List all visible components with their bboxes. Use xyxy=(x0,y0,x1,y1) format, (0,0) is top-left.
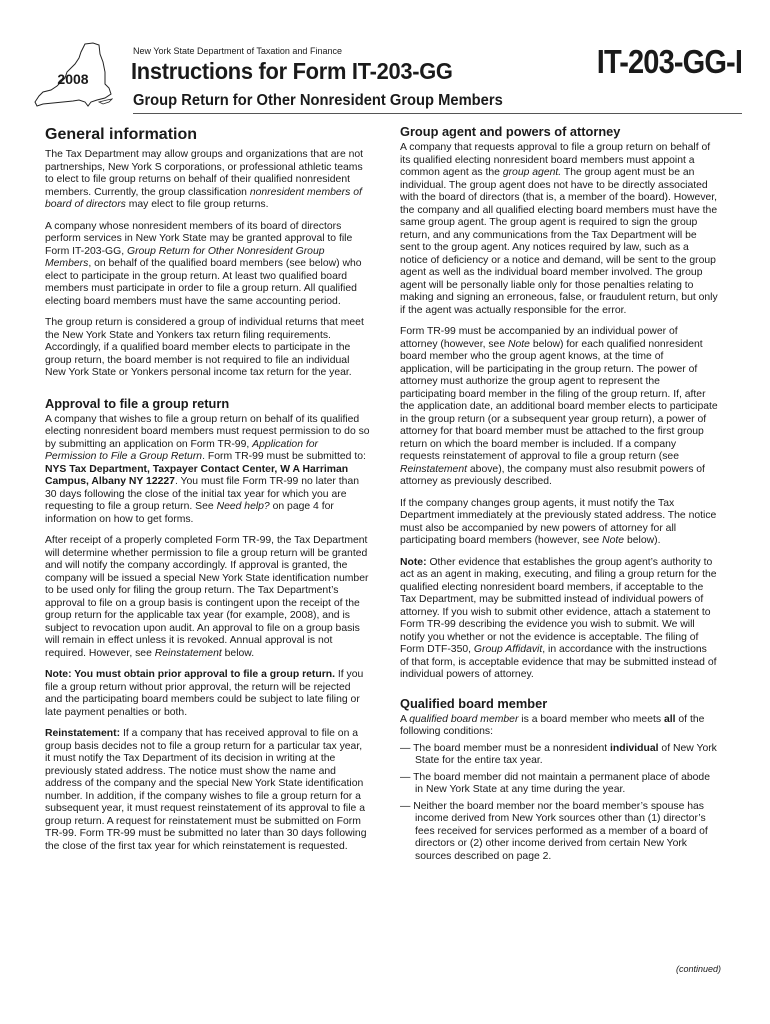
paragraph: A company that wishes to file a group return on behalf of its qualified electing nonresident board members must request permission to do so by submitting an application on Form TR-99, Application for Permission to File a Group Return. Form TR-99 must be submitted to: NYS Tax Department, Taxpayer Contact Center, W A Harriman Campus, Albany NY 12227. You must file Form TR-99 no later than 30 days following the close of the initial tax year for which you are requesting to file a group return. See Need help? on page 4 for information on how to get forms. xyxy=(45,413,370,525)
list-item: — The board member did not maintain a permanent place of abode in New York State at any time during the year. xyxy=(400,771,710,795)
list-item: — The board member must be a nonresident individual of New York State for the entire tax year. xyxy=(400,742,717,766)
approval-heading: Approval to file a group return xyxy=(45,395,230,411)
page-subtitle: Group Return for Other Nonresident Group Members xyxy=(133,92,503,109)
qualified-board-member-heading: Qualified board member xyxy=(400,695,548,711)
conditions-list xyxy=(400,743,718,864)
header-divider xyxy=(133,113,742,114)
continued-label: (continued) xyxy=(676,964,722,974)
form-id: IT-203-GG-I xyxy=(596,43,742,80)
paragraph: After receipt of a properly completed Form TR-99, the Tax Department will determine whether permission to file a group return will be granted and will notify the company accordingly. If approval is granted, the company will be issued a special New York State identification number to be used only for filing the group return. The Tax Department’s approval to file on a group basis is contingent upon the receipt of the group return for the applicable tax year (for example, 2008), and is subject to revocation upon audit. An approval to file on a group basis will remain in effect unless it is revoked. Annual approval is not required. However, see Reinstatement below. xyxy=(45,535,369,659)
paragraph: Form TR-99 must be accompanied by an individual power of attorney (however, see Note below) for each qualified nonresident board member who the group agent knows, at the time of application, will be participating in the group return. The power of attorney must authorize the group agent to represent the participating board member in the filing of the group return. If, after the application date, an additional board member elects to participate in the group return (or a subsequent year group return), a power of attorney for that board member must be attached to the first group return on which the board member is included. If a company requests reinstatement of approval to file a group return (see Reinstatement above), the company must also resubmit powers of attorney as previously described. xyxy=(400,326,718,487)
group-agent-heading: Group agent and powers of attorney xyxy=(400,124,621,139)
paragraph: A company that requests approval to file a group return on behalf of its qualified electing nonresident board members must appoint a common agent as the group agent. The group agent must be an individual. The group agent does not have to be directly associated with the board of directors (that is, a member of the board). However, the company and all qualified electing board members must have the same group agent. The group agent is required to sign the group return, and any communications from the Tax Department will be sent to the group agent. Any notices required by law, such as a notice of deficiency or a notice and demand, will be sent to the group agent as well as the individual board member involved. The group agent will be personally liable only for those penalties relating to making and signing an erroneous, false, or fraudulent return, but only if the agent was actually responsible for the error. xyxy=(400,142,718,316)
paragraph: The Tax Department may allow groups and organizations that are not partnerships, New York S corporations, or professional athletic teams to elect to file group returns on behalf of their qualified nonresident members. Currently, the group classification nonresident members of board of directors may elect to file group returns. xyxy=(45,149,364,210)
agency-name: New York State Department of Taxation and Finance xyxy=(133,46,342,56)
paragraph: The group return is considered a group of individual returns that meet the New York State and Yonkers tax return filing requirements. Accordingly, if a qualified board member elects to participate in the group return, the board member is not required to file an individual New York State or Yonkers personal income tax return for the year. xyxy=(45,317,364,378)
general-information-heading: General information xyxy=(45,126,198,143)
reinstatement-paragraph: Reinstatement: If a company that has received approval to file on a group basis decides not to file a group return for a particular tax year, it must notify the Tax Department of its decision in writing at the previously stated address. The notice must show the name and address of the company and the special New York State identification number. In addition, if the company wishes to file a group return for a subsequent year, it must request reinstatement of its approval to file a group return. A request for reinstatement must be submitted on Form TR-99. Form TR-99 must be submitted no later than 30 days following the close of the first tax year for which reinstatement is requested. xyxy=(45,728,367,852)
note-paragraph: Note: You must obtain prior approval to file a group return. If you file a group return without prior approval, the return will be rejected and the participating board members could be subject to late filing or late payment penalties or both. xyxy=(45,669,364,718)
paragraph: If the company changes group agents, it must notify the Tax Department immediately at the previously stated address. The notice must also be accompanied by new powers of attorney for all participating board members (however, see Note below). xyxy=(400,497,717,546)
right-column xyxy=(400,124,718,867)
page-title: Instructions for Form IT-203-GG xyxy=(131,58,453,84)
paragraph: A qualified board member is a board member who meets all of the following conditions: xyxy=(400,713,705,737)
left-column xyxy=(45,124,370,862)
note-paragraph: Note: Other evidence that establishes the group agent’s authority to act as an agent in making, executing, and filing a group return for the qualified electing nonresident board members, if acceptable to the Tax Department, may be submitted instead of individual powers of attorney. If you wish to submit other evidence, attach a statement to Form TR-99 describing the evidence you wish to submit. We will notify you whether or not the evidence is acceptable. The filing of Form DTF-350, Group Affidavit, in accordance with the instructions of that form, is acceptable evidence that may be submitted instead of individual powers of attorney. xyxy=(400,556,717,680)
form-year: 2008 xyxy=(57,71,89,87)
list-item: — Neither the board member nor the board member’s spouse has income derived from New York sources other than (1) director’s fees received for services performed as a member of a board of directors or (2) other income derived from certain New York sources described on page 2. xyxy=(400,800,708,862)
paragraph: A company whose nonresident members of its board of directors perform services in New York State may be granted approval to file Form IT-203-GG, Group Return for Other Nonresident Group Members, on behalf of the qualified board members (see below) who elect to participate in the group return. At least two qualified board members must participate in order to file a group return. All qualified electing board members must have the same accounting period. xyxy=(45,220,362,307)
